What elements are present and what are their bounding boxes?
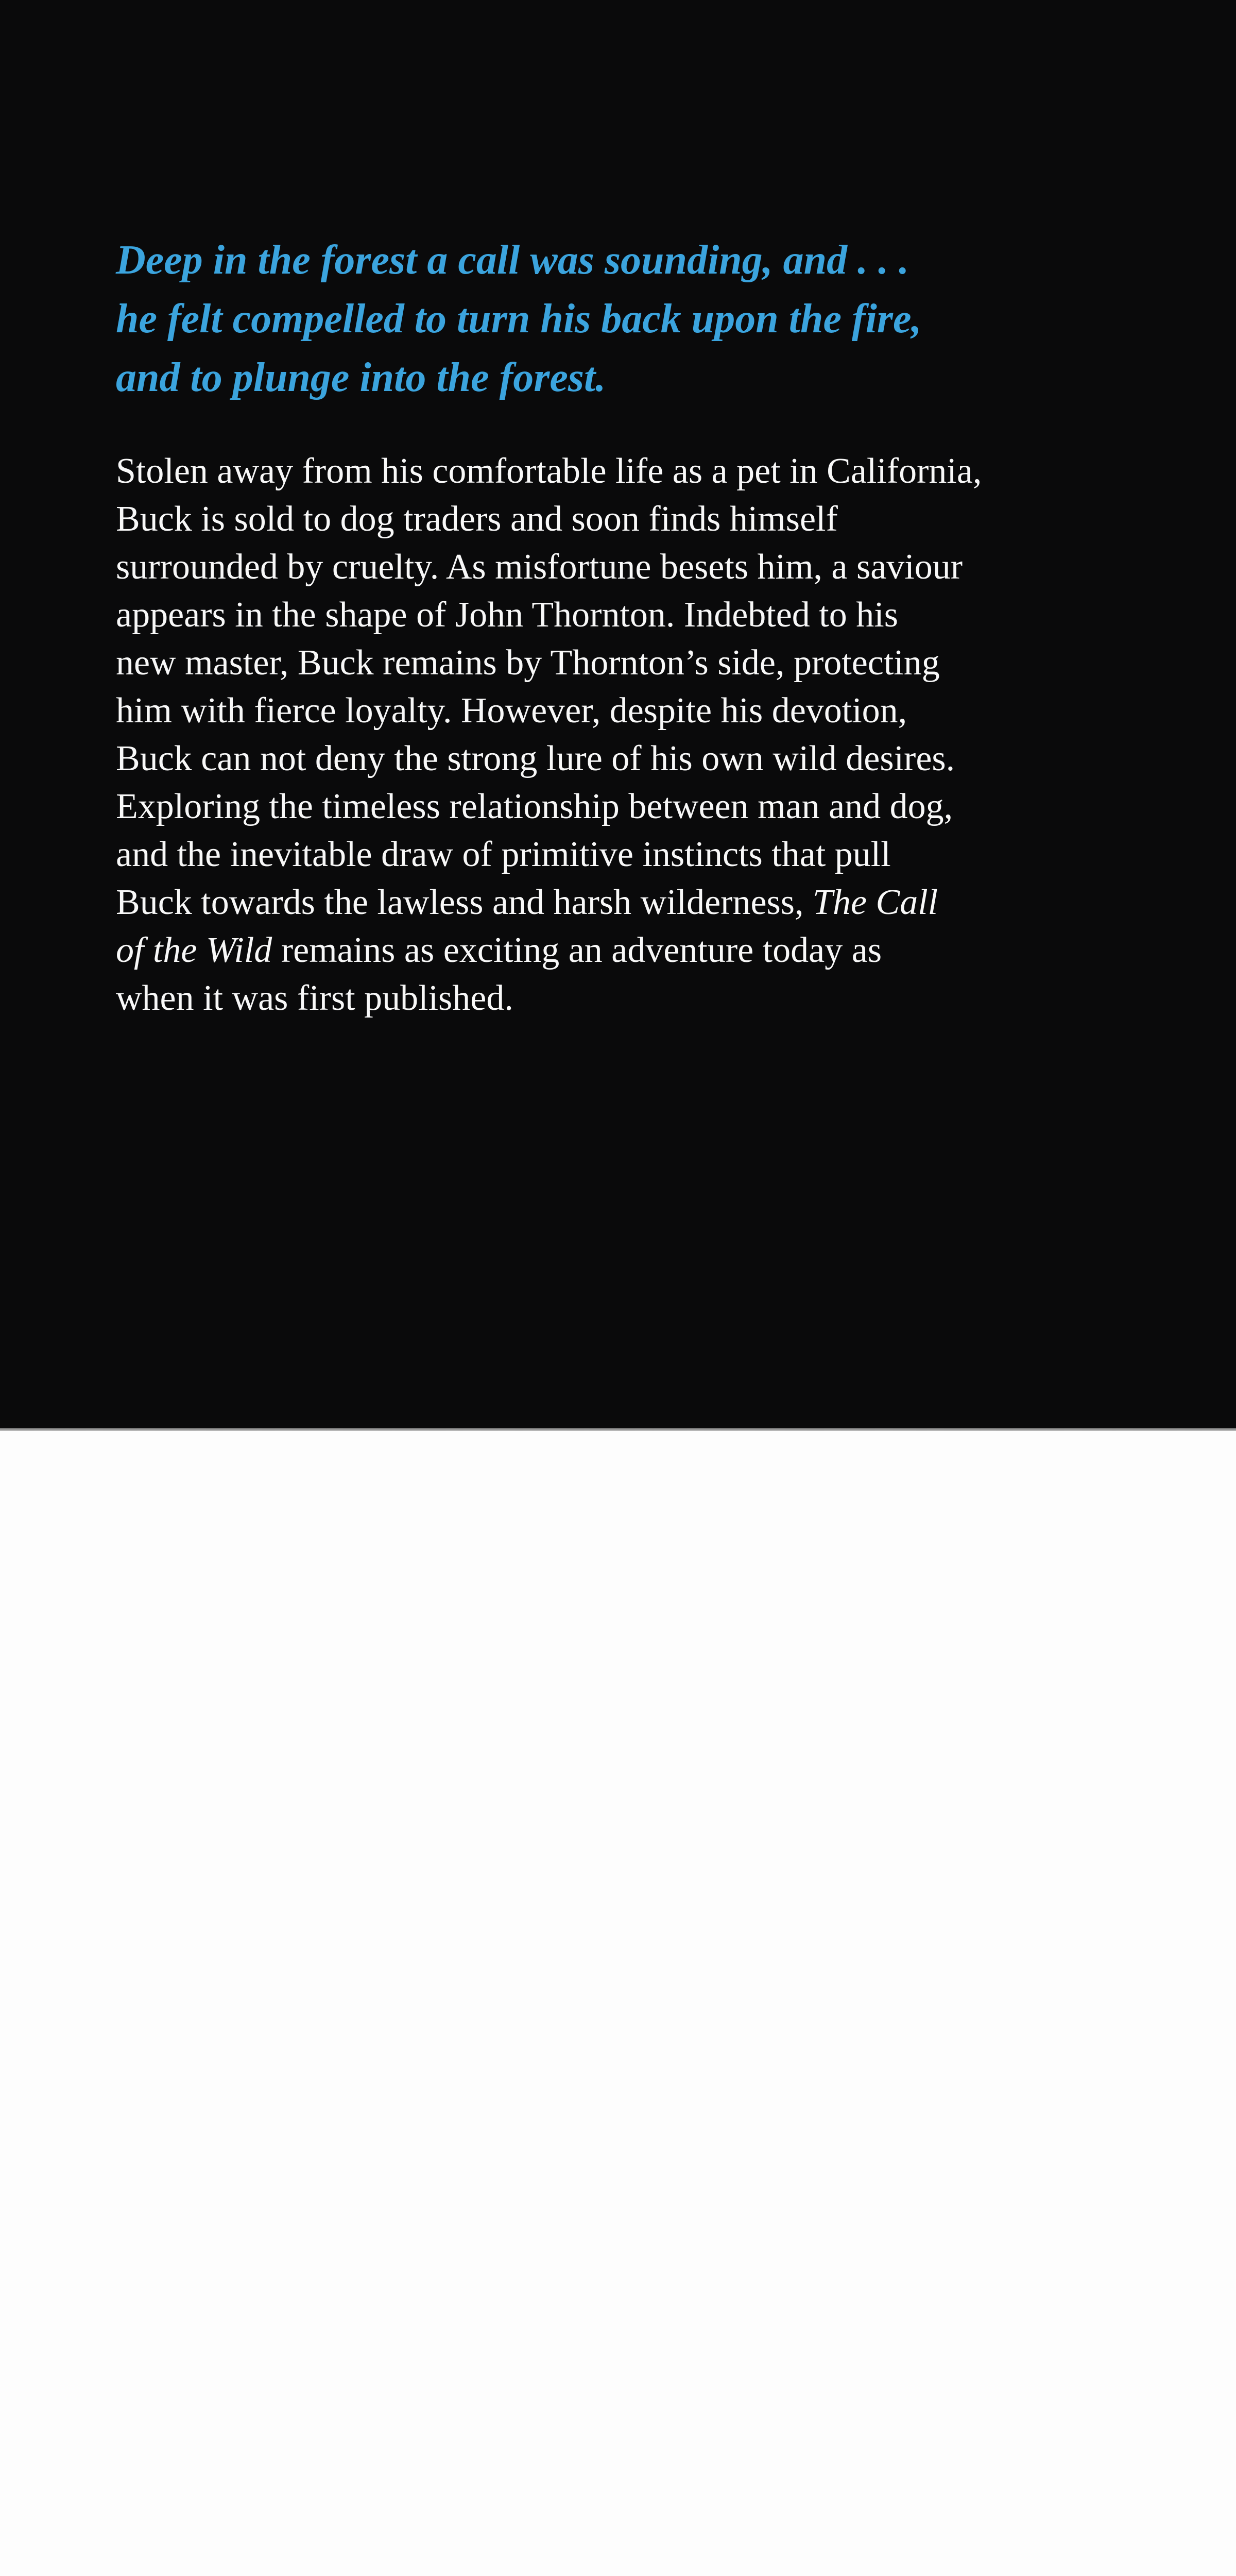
cover-quote: Deep in the forest a call was sounding, and . . . he felt compelled to turn his back upon the fire, and to plunge into the forest. bbox=[116, 238, 922, 400]
synopsis-text: Stolen away from his comfortable life as a pet in California, Buck is sold to dog traders and soon finds himself surrounded by cruelty. As misfortune besets him, a saviour appears in the shape of John Thornton. Indebted to his new master, Buck remains by Thornton’s side, protecting him with fierce loyalty. However, despite his devotion, Buck can not deny the strong lure of his own wild desires. Exploring the timeless relationship between man and dog, and the inevitable draw of primitive instincts that pull Buck towards the lawless and harsh wilderness, The Call of the Wild remains as exciting an adventure today as when it was first published. bbox=[116, 451, 982, 1018]
white-info-panel bbox=[0, 1431, 1236, 2002]
